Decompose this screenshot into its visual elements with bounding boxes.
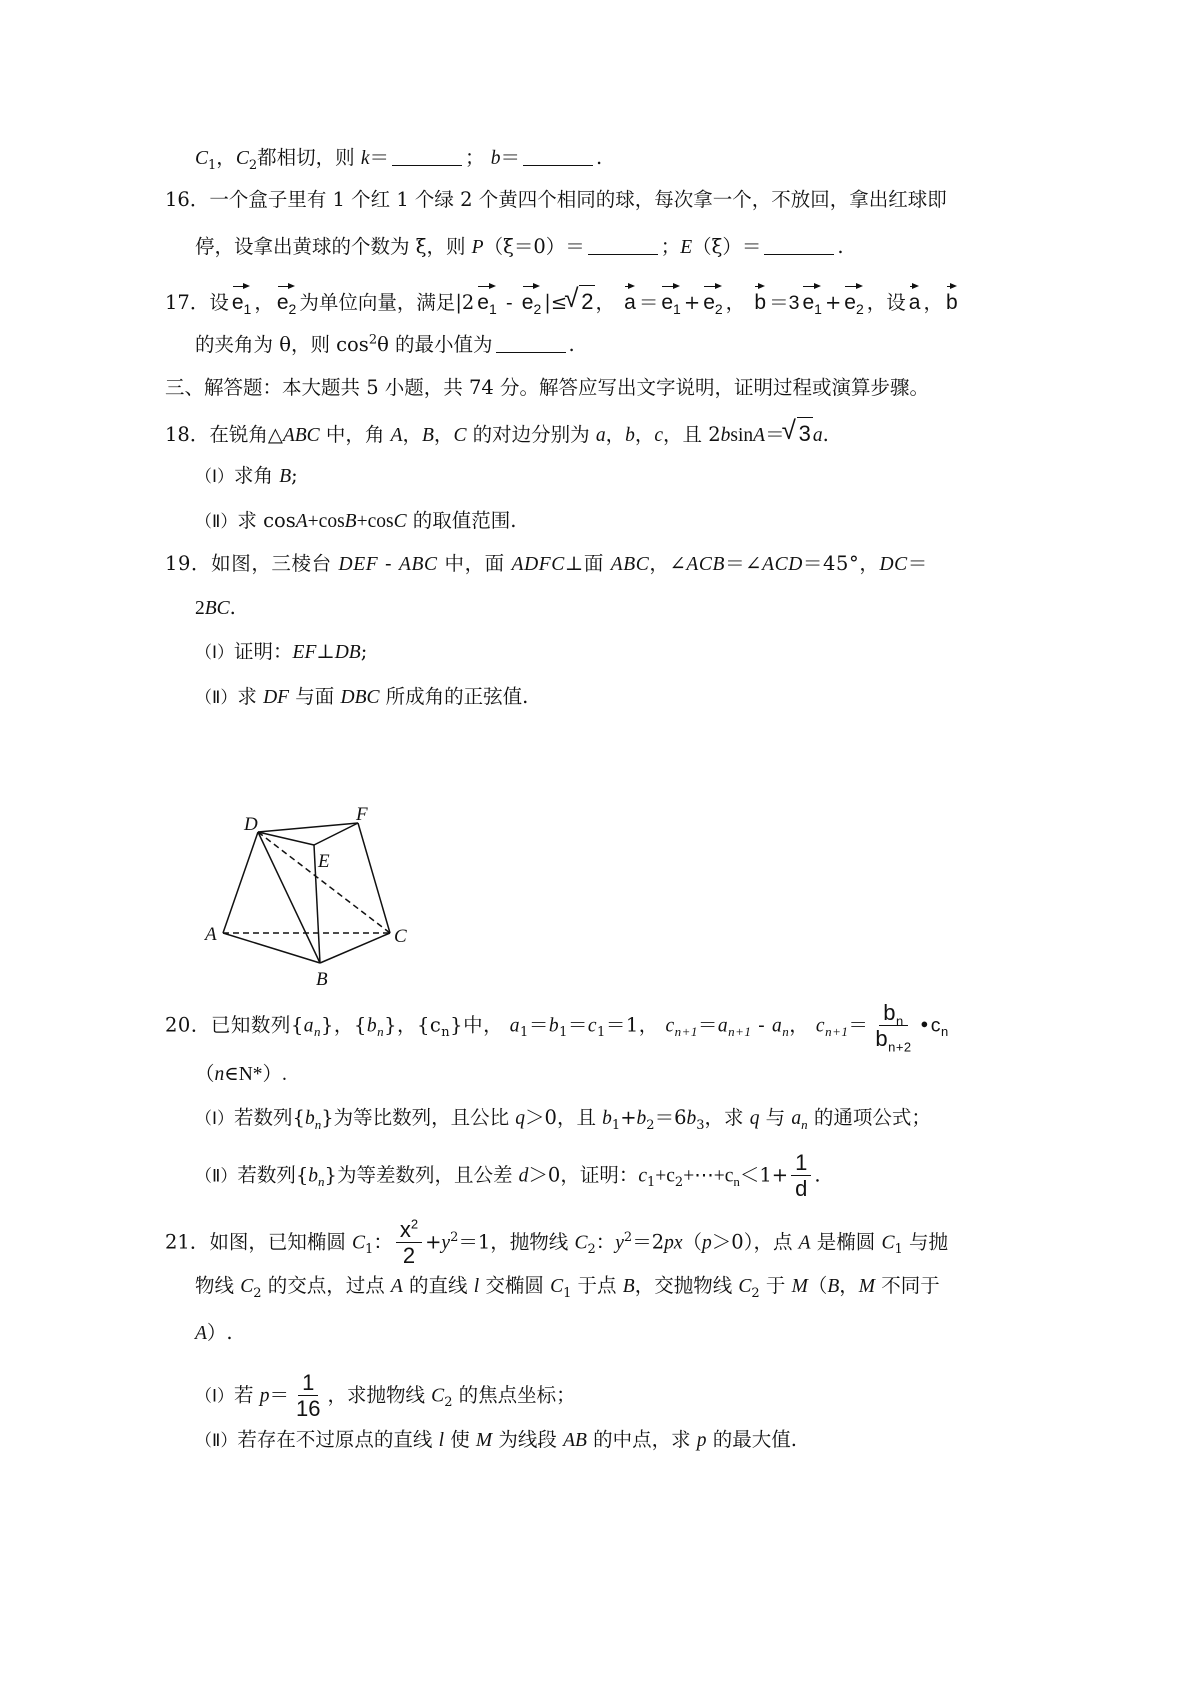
answer-blank-cos	[496, 334, 566, 353]
label-f: F	[356, 804, 368, 825]
label-c: C	[394, 926, 407, 947]
vector-e1: $e_1$	[477, 282, 496, 318]
edge-ab	[223, 933, 320, 963]
vector-a: a	[909, 282, 921, 318]
q17-line-2: 的夹角为 θ，则 $\cos^2\theta$ 的最小值为 .	[195, 332, 575, 356]
fraction-bn-over-bn2: $\frac{b_n}{b_{n+2}}$	[875, 1000, 912, 1055]
edge-da	[223, 832, 258, 933]
edge-dc-hidden	[258, 832, 390, 933]
q18-part-1: （Ⅰ）求角 B;	[195, 464, 298, 487]
answer-blank-k	[392, 147, 462, 166]
vector-e2: $e_2$	[844, 282, 863, 318]
vector-e1: $e_1$	[232, 282, 251, 318]
q19-part-2: （Ⅱ）求 DF 与面 DBC 所成角的正弦值.	[195, 685, 529, 708]
vector-a: a	[624, 282, 636, 318]
label-e: E	[318, 851, 330, 872]
q16-line-1: 16．一个盒子里有 1 个红 1 个绿 2 个黄四个相同的球，每次拿一个，不放回，拿出红球即	[165, 188, 947, 211]
q21-part-2: （Ⅱ）若存在不过原点的直线 l 使 M 为线段 AB 的中点，求 p 的最大值.	[195, 1428, 797, 1451]
q20-part-1: （Ⅰ）若数列$\{b_n\}$为等比数列，且公比 q＞0，且 $b_1+b_2=6b_3$，求 q 与 $a_n$ 的通项公式；	[195, 1106, 931, 1133]
answer-blank-b	[523, 147, 593, 166]
edge-bc	[320, 933, 390, 963]
vector-e1: $e_1$	[661, 282, 680, 318]
q15-tail-line: $C_1$，$C_2$都相切，则 k＝ ； b＝ .	[195, 146, 603, 173]
vector-b: b	[946, 282, 958, 318]
q17-line-1: 17．设 $e_1$ ， $e_2$ 为单位向量，满足|2 $e_1$ ‑ $e_2$ |≤√ 2 ， $a = e_1 + e_2$ ， b ＝3 $e_1 + e_2$ ，设 a ， b	[165, 282, 961, 318]
fraction-x2-over-2: $\frac{x^2}{2}$	[396, 1217, 422, 1269]
q19-stem-line-1: 19．如图，三棱台 DEF ‑ ABC 中，面 ADFC⊥面 ABC，∠ACB＝∠ACD＝45°，DC＝	[165, 552, 928, 575]
fraction-1-over-16: $\frac{1}{16}$	[295, 1370, 321, 1422]
q20-stem-line-2: （n∈N*）.	[195, 1062, 287, 1085]
label-a: A	[205, 924, 217, 945]
fraction-one-over-d: $\frac{1}{d}$	[791, 1150, 811, 1202]
q21-stem-line-2: 物线 $C_2$ 的交点，过点 A 的直线 l 交椭圆 $C_1$ 于点 B，交抛物线 $C_2$ 于 M（B，M 不同于	[195, 1274, 940, 1301]
vector-b: b	[754, 282, 766, 318]
q21-part-1: （Ⅰ）若 p＝ $\frac{1}{16}$ ，求抛物线 $C_2$ 的焦点坐标；	[195, 1370, 576, 1422]
q19-part-1: （Ⅰ）证明：EF⊥DB;	[195, 640, 368, 663]
q16-line-2: 停，设拿出黄球的个数为 ξ，则 P（ξ＝0）＝ ；E（ξ）＝ .	[195, 235, 844, 258]
q20-stem-line-1: 20．已知数列$\{a_n\}$，$\{b_n\}$，$\{c_n\}$中， $a_1=b_1=c_1=1$， $c_{n+1}=a_{n+1}$ ‑ $a_n$， $c_{n+1}=$ $\frac{b_n}{b_{n+2}}$ $•c_n$	[165, 1000, 949, 1055]
q21-stem-line-1: 21．如图，已知椭圆 $C_1$： $\frac{x^2}{2}$ $+y^2=1$，抛物线 $C_2$：$y^2=2px(p>0)$，点 A 是椭圆 $C_1$ 与抛	[165, 1216, 948, 1269]
answer-blank-e	[764, 236, 834, 255]
label-b: B	[316, 969, 328, 990]
vector-e2: $e_2$	[522, 282, 541, 318]
answer-blank-p	[588, 236, 658, 255]
q20-part-2: （Ⅱ）若数列$\{b_n\}$为等差数列，且公差 d＞0，证明：$c_1+c_2+\cdots+c_n<1+$ $\frac{1}{d}$ .	[195, 1150, 821, 1202]
q18-part-2: （Ⅱ）求 cosA+cosB+cosC 的取值范围.	[195, 509, 517, 532]
vector-e2: $e_2$	[277, 282, 296, 318]
frustum-figure	[205, 790, 450, 990]
q19-stem-line-2: 2BC.	[195, 596, 236, 619]
q21-stem-line-3: A）.	[195, 1321, 233, 1344]
vector-e2: $e_2$	[703, 282, 722, 318]
q18-stem: 18．在锐角△ABC 中，角 A，B，C 的对边分别为 a，b，c，且 2bsinA＝√ 3 a.	[165, 417, 829, 451]
vector-e1: $e_1$	[802, 282, 821, 318]
sqrt-2: √ 2	[567, 285, 595, 317]
sqrt-3: √ 3	[785, 417, 813, 449]
edge-fc	[358, 823, 390, 933]
section-heading: 三、解答题：本大题共 5 小题，共 74 分。解答应写出文字说明，证明过程或演算步骤。	[165, 376, 930, 399]
label-d: D	[244, 814, 258, 835]
edge-db	[258, 832, 320, 963]
